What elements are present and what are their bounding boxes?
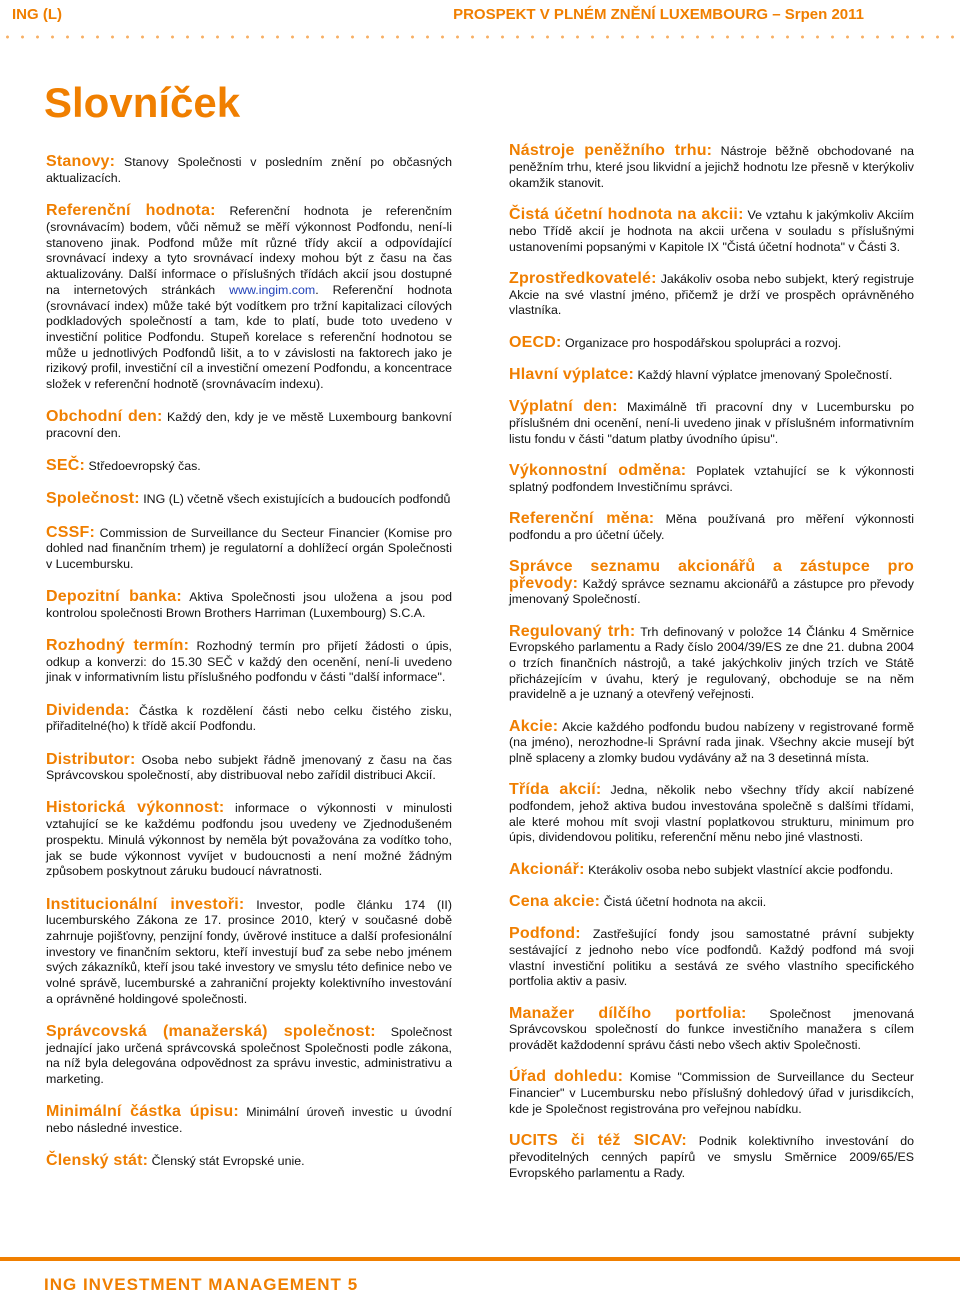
glossary-entry-urad-dohledu bbox=[509, 1069, 914, 1117]
glossary-term: Společnost: bbox=[46, 490, 140, 508]
footer bbox=[44, 1275, 358, 1295]
glossary-right-column bbox=[509, 131, 914, 1197]
glossary-definition: Commission de Surveillance du Secteur Financier (Komise pro dohled nad finančním trhem) je regulatorní a dohlížecí orgán Společnosti v Lucembursku. bbox=[46, 525, 452, 571]
glossary-definition: Stanovy Společnosti v posledním znění po občasných aktualizacích. bbox=[46, 155, 452, 186]
glossary-term: Distributor: bbox=[46, 750, 136, 768]
glossary-definition: Měna používaná pro měření výkonnosti podfondu a pro účetní účely. bbox=[509, 511, 914, 542]
page-number: 5 bbox=[347, 1275, 359, 1294]
glossary-entry-referencni-mena bbox=[509, 511, 914, 543]
glossary-entry-cista-ucetni-hodnota bbox=[509, 207, 914, 255]
glossary-entry-institucionalni-investori bbox=[46, 897, 452, 1008]
header-fund-name: ING (L) bbox=[12, 6, 62, 23]
glossary-term: Členský stát: bbox=[46, 1152, 149, 1170]
glossary-definition: informace o výkonnosti v minulosti vztahující se ke každému podfondu jsou uvedeny ve Zjednodušeném prospektu. Minulá výkonnost by neměla být považována za vodítko toho, jak se bude výkonnost vyvíjet v budoucnosti a není možné žádným způsobem poskytnout záruku budoucí návratnosti. bbox=[46, 801, 452, 879]
glossary-term: Regulovaný trh: bbox=[509, 622, 636, 640]
header-dotted-divider bbox=[0, 34, 960, 40]
glossary-entry-obchodni-den bbox=[46, 409, 452, 441]
glossary-term: SEČ: bbox=[46, 457, 86, 475]
glossary-entry-oecd bbox=[509, 335, 914, 352]
glossary-definition: Komise "Commission de Surveillance du Secteur Financier" v Lucembursku nebo příslušný dohledový úřad v jurisdikcích, kde je Společnost registrována pro veřejnou nabídku. bbox=[509, 1070, 914, 1116]
glossary-term: Podfond: bbox=[509, 925, 581, 943]
glossary-entry-distributor bbox=[46, 752, 452, 784]
glossary-term: Obchodní den: bbox=[46, 408, 163, 426]
glossary-definition: Středoevropský čas. bbox=[88, 459, 201, 474]
glossary-definition: Zastřešující fondy jsou samostatné právní subjekty sestávající z jednoho nebo více podfondů. Každý podfond má svoji vlastní investiční politiku a sestává ze svého vlastního specifického portfolia aktiv a pasiv. bbox=[509, 927, 914, 989]
glossary-entry-podfond bbox=[509, 926, 914, 990]
glossary-entry-minimalni-castka-upisu bbox=[46, 1104, 452, 1136]
glossary-entry-hlavni-vyplatce bbox=[509, 367, 914, 384]
glossary-entry-vyplatni-den bbox=[509, 399, 914, 447]
glossary-term: Minimální částka úpisu: bbox=[46, 1103, 239, 1121]
glossary-entry-stanovy bbox=[46, 154, 452, 186]
glossary-entry-dividenda bbox=[46, 703, 452, 735]
glossary-entry-akcie bbox=[509, 719, 914, 767]
glossary-entry-spolecnost bbox=[46, 491, 452, 508]
glossary-definition: Jedna, několik nebo všechny třídy akcií nabízené podfondem, jehož aktiva budou investována společně s dalšími třídami, ale které mohou mít svoji vlastní poplatkovou strukturu, minimum pro úpis, dividendovou politiku, referenční měnu nebo jiné vlastnosti. bbox=[509, 783, 914, 845]
glossary-definition: Trh definovaný v položce 14 Článku 4 Směrnice Evropského parlamentu a Rady číslo 2004/39/ES ze dne 21. dubna 2004 o trzích finančních nástrojů, a také jakýchkoliv jiných trzích ve Státě přicházejícím v úvahu, který je regulovaný, obchoduje se na něm pravidelně a je uznaný a otevřený veřejnosti. bbox=[509, 624, 914, 702]
glossary-definition: Poplatek vztahující se k výkonnosti splatný podfondem Investičnímu správci. bbox=[509, 463, 914, 494]
glossary-entry-zprostredkovatele bbox=[509, 271, 914, 319]
glossary-entry-ucits-sicav bbox=[509, 1133, 914, 1181]
glossary-entry-vykonnostni-odmena bbox=[509, 463, 914, 495]
glossary-entry-cssf bbox=[46, 525, 452, 573]
glossary-definition: Aktiva Společnosti jsou uložena a jsou pod kontrolou společnosti Brown Brothers Harriman (Luxembourg) S.C.A. bbox=[46, 590, 452, 620]
glossary-definition: Každý den, kdy je ve městě Luxembourg bankovní pracovní den. bbox=[46, 410, 452, 440]
glossary-definition: Částka k rozdělení části nebo celku čistého zisku, přiřaditelné(ho) k třídě akcií Podfondu. bbox=[46, 703, 452, 734]
glossary-term: UCITS či též SICAV: bbox=[509, 1132, 687, 1150]
glossary-term: Třída akcií: bbox=[509, 781, 602, 799]
glossary-entry-historicka-vykonnost bbox=[46, 800, 452, 880]
glossary-entry-akcionar bbox=[509, 862, 914, 879]
glossary-definition: Společnost jmenovaná Správcovskou společností do funkce investičního manažera s cílem provádět každodenní správu části nebo všech aktiv Společnosti. bbox=[509, 1006, 914, 1053]
glossary-entry-nastroje-penezniho-trhu bbox=[509, 143, 914, 191]
glossary-definition-continued: . Referenční hodnota (srovnávací index) může také být vodítkem pro tržní kapitalizaci cílových podkladových společností a tam, kde to platí, bude toto uvedeno v investiční politice Podfondu. Stupeň korelace s referenční hodnotou se může u jednotlivých Podfondů lišit, a to v závislosti na faktorech jako je rizikový profil, investiční cíl a investiční omezení Podfondu, a koncentrace složek v referenční hodnotě (srovnávacím indexu). bbox=[46, 282, 452, 392]
glossary-term: Správce seznamu akcionářů a zástupce pro převody: bbox=[509, 557, 914, 592]
glossary-definition: Ve vztahu k jakýmkoliv Akciím nebo Třídě akcií je hodnota na akcii určena v souladu s příslušnými ustanoveními popsanými v Kapitole IX "Čistá účetní hodnota" v Části 3. bbox=[509, 208, 915, 254]
glossary-definition: Společnost jednající jako určená správcovská společnost Společnosti podle zákona, na níž byla delegována odpovědnost za správu investic, administrativu a marketing. bbox=[46, 1024, 452, 1087]
glossary-term: Správcovská (manažerská) společnost: bbox=[46, 1022, 376, 1040]
glossary-entry-rozhodny-termin bbox=[46, 638, 452, 686]
glossary-term: Depozitní banka: bbox=[46, 588, 182, 606]
glossary-entry-cena-akcie bbox=[509, 894, 914, 911]
glossary-entry-depozitni-banka bbox=[46, 589, 452, 621]
glossary-entry-sec bbox=[46, 458, 452, 475]
glossary-left-column bbox=[46, 142, 452, 1186]
glossary-term: Zprostředkovatelé: bbox=[509, 269, 657, 287]
glossary-entry-clensky-stat bbox=[46, 1153, 452, 1170]
glossary-term: Referenční hodnota: bbox=[46, 202, 216, 220]
glossary-term: Čistá účetní hodnota na akcii: bbox=[509, 206, 744, 224]
glossary-entry-manazer-dilciho-portfolia bbox=[509, 1006, 914, 1054]
glossary-definition: Nástroje běžně obchodované na peněžním trhu, které jsou likvidní a jejichž hodnotu lze přesně v kterýkoliv okamžik stanovit. bbox=[509, 144, 914, 190]
glossary-term: Akcionář: bbox=[509, 860, 585, 878]
header-document-title: PROSPEKT V PLNÉM ZNĚNÍ LUXEMBOURG – Srpen 2011 bbox=[453, 6, 864, 23]
glossary-entry-regulovany-trh bbox=[509, 624, 914, 704]
glossary-definition: Maximálně tři pracovní dny v Lucembursku po příslušném dni ocenění, není-li uvedeno jinak v příslušném informativním listu fondu v části "datum platby úvodního úpisu". bbox=[509, 400, 914, 446]
footer-divider bbox=[0, 1257, 960, 1261]
glossary-term: Dividenda: bbox=[46, 701, 130, 719]
page-title: Slovníček bbox=[44, 79, 241, 126]
glossary-definition: Jakákoliv osoba nebo subjekt, který registruje Akcie na své vlastní jméno, přičemž je drží ve prospěch oprávněného vlastníka. bbox=[509, 271, 914, 318]
glossary-term: Výplatní den: bbox=[509, 398, 618, 416]
glossary-entry-trida-akcii bbox=[509, 782, 914, 846]
glossary-definition: ING (L) včetně všech existujících a budoucích podfondů bbox=[143, 492, 451, 507]
glossary-definition: Každý správce seznamu akcionářů a zástupce pro převody jmenovaný Společností. bbox=[509, 576, 914, 607]
glossary-definition: Investor, podle článku 174 (II) lucemburského Zákona ze 17. prosince 2010, který v současné době zahrnuje pojišťovny, penzijní fondy, úvěrové instituce a další profesionální investory ve finančním sektoru, kteří investují buď za sebe nebo jménem svých zákazníků, kteří jsou také investory ve smyslu této definice nebo ve volné správě, lucemburské a zahraniční projekty kolektivního investování a oprávněné holdingové společnosti. bbox=[46, 897, 452, 1006]
glossary-definition: Referenční hodnota je referenčním (srovnávacím) bodem, vůči němuž se měří výkonnost Podfondu, není-li stanoveno jinak. Podfond může mít různé třídy akcií a odpovídající srovnávací indexy a tyto srovnávací indexy mohou být z času na čas aktualizovány. Další informace o příslušných třídách akcií jsou dostupné na internetových stránkách bbox=[46, 204, 452, 297]
glossary-definition: Členský stát Evropské unie. bbox=[151, 1154, 305, 1169]
glossary-term: Hlavní výplatce: bbox=[509, 365, 635, 383]
glossary-term: Referenční měna: bbox=[509, 509, 655, 527]
glossary-term: Úřad dohledu: bbox=[509, 1068, 624, 1086]
glossary-entry-spravce-seznamu-akcionaru bbox=[509, 559, 914, 608]
glossary-definition: Osoba nebo subjekt řádně jmenovaný z času na čas Správcovskou společností, aby distribuoval nebo zařídil distribuci Akcií. bbox=[46, 752, 452, 783]
glossary-definition: Čistá účetní hodnota na akcii. bbox=[603, 895, 767, 910]
glossary-definition: Kterákoliv osoba nebo subjekt vlastnící akcie podfondu. bbox=[588, 862, 894, 877]
glossary-term: CSSF: bbox=[46, 523, 95, 541]
glossary-entry-spravcovska-spolecnost bbox=[46, 1024, 452, 1088]
glossary-term: Historická výkonnost: bbox=[46, 799, 225, 817]
glossary-definition: Podnik kolektivního investování do převoditelných cenných papírů ve smyslu Směrnice 2009/65/ES Evropského parlamentu a Rady. bbox=[509, 1134, 914, 1180]
glossary-term: Výkonnostní odměna: bbox=[509, 461, 687, 479]
glossary-definition: Minimální úroveň investic u úvodní nebo následné investice. bbox=[46, 1105, 452, 1135]
footer-brand: ING INVESTMENT MANAGEMENT bbox=[44, 1275, 342, 1294]
glossary-term: Rozhodný termín: bbox=[46, 637, 190, 655]
glossary-term: Manažer dílčího portfolia: bbox=[509, 1004, 747, 1022]
glossary-term: Nástroje peněžního trhu: bbox=[509, 142, 713, 160]
glossary-definition: Organizace pro hospodářskou spolupráci a rozvoj. bbox=[565, 335, 842, 350]
glossary-entry-referencni-hodnota bbox=[46, 203, 452, 392]
glossary-term: Cena akcie: bbox=[509, 893, 601, 911]
glossary-definition: Každý hlavní výplatce jmenovaný Společností. bbox=[637, 367, 893, 382]
glossary-definition: Akcie každého podfondu budou nabízeny v registrované formě (na jméno), nerozhodne-li Správní rada jinak. Všechny akcie musejí být plně splaceny a zlomky budou vydávány až na 3 desetinná místa. bbox=[509, 719, 914, 766]
glossary-term: Akcie: bbox=[509, 717, 559, 735]
glossary-term: Stanovy: bbox=[46, 153, 116, 171]
website-link[interactable]: www.ingim.com bbox=[229, 282, 316, 297]
glossary-term: Institucionální investoři: bbox=[46, 895, 245, 913]
glossary-definition: Rozhodný termín pro přijetí žádosti o úpis, odkup a konverzi: do 15.30 SEČ v každý den ocenění, není-li uvedeno jinak v informativním listu příslušného podfondu v části "další informace". bbox=[46, 639, 452, 685]
glossary-term: OECD: bbox=[509, 333, 562, 351]
